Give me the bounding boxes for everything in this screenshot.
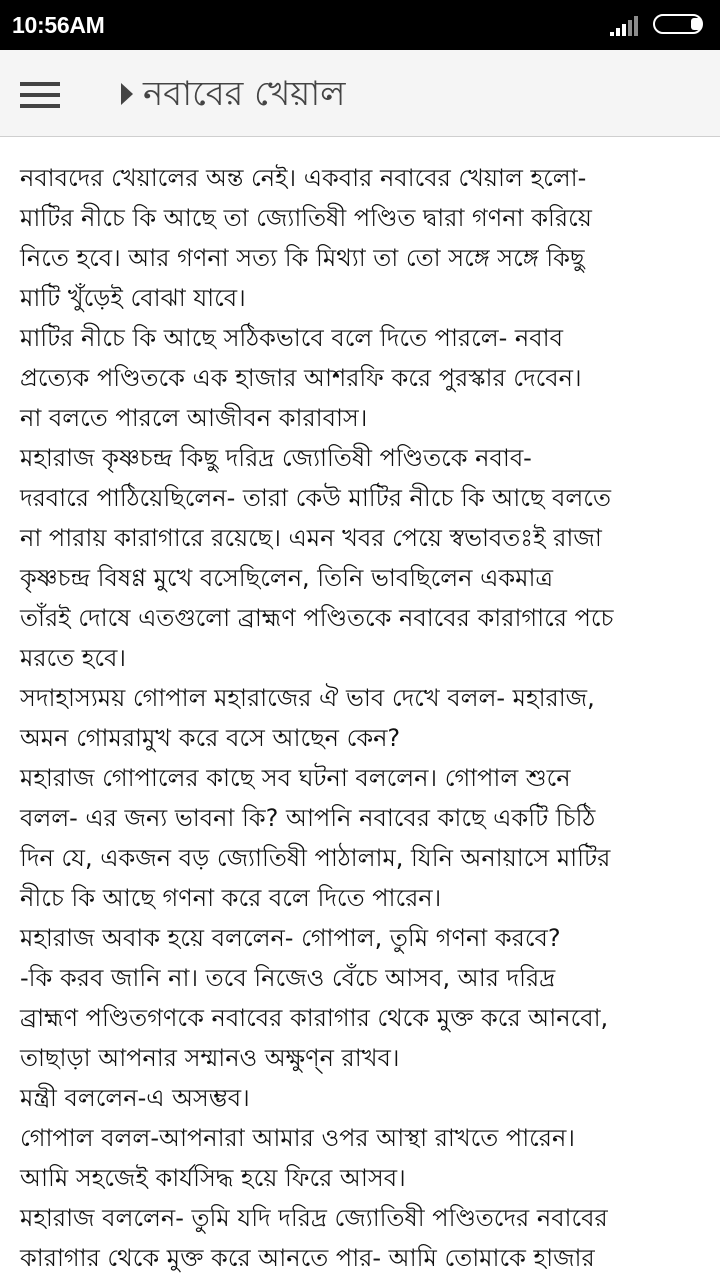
story-line: মহারাজ বললেন- তুমি যদি দরিদ্র জ্যোতিষী পণ্ডিতদের নবাবের: [20, 1204, 608, 1232]
story-line: প্রত্যেক পণ্ডিতকে এক হাজার আশরফি করে পুরস্কার দেবেন।: [20, 364, 582, 392]
story-line: তাছাড়া আপনার সম্মানও অক্ষুণ্ন রাখব।: [20, 1044, 400, 1072]
caret-right-icon: [121, 83, 133, 105]
story-line: মাটি খুঁড়েই বোঝা যাবে।: [20, 284, 246, 312]
story-line: মহারাজ অবাক হয়ে বললেন- গোপাল, তুমি গণনা করবে?: [20, 924, 561, 952]
hamburger-menu-icon[interactable]: [20, 82, 60, 108]
story-line: মহারাজ গোপালের কাছে সব ঘটনা বললেন। গোপাল শুনে: [20, 764, 571, 792]
story-line: তাঁরই দোষে এতগুলো ব্রাহ্মণ পণ্ডিতকে নবাবের কারাগারে পচে: [20, 604, 614, 632]
story-line: ব্রাহ্মণ পণ্ডিতগণকে নবাবের কারাগার থেকে মুক্ত করে আনবো,: [20, 1004, 609, 1032]
story-line: বলল- এর জন্য ভাবনা কি? আপনি নবাবের কাছে একটি চিঠি: [20, 804, 596, 832]
page-title: নবাবের খেয়াল: [143, 74, 346, 114]
battery-icon: [653, 14, 707, 36]
story-line: মাটির নীচে কি আছে তা জ্যোতিষী পণ্ডিত দ্বারা গণনা করিয়ে: [20, 204, 592, 232]
story-line: মন্ত্রী বললেন-এ অসম্ভব।: [20, 1084, 250, 1112]
story-line: মরতে হবে।: [20, 644, 127, 672]
story-line: আমি সহজেই কার্যসিদ্ধ হয়ে ফিরে আসব।: [20, 1164, 406, 1192]
status-time: 10:56AM: [12, 12, 105, 38]
story-line: নিতে হবে। আর গণনা সত্য কি মিথ্যা তা তো সঙ্গে সঙ্গে কিছু: [20, 244, 585, 272]
story-line: না বলতে পারলে আজীবন কারাবাস।: [20, 404, 368, 432]
story-line: মাটির নীচে কি আছে সঠিকভাবে বলে দিতে পারলে- নবাব: [20, 324, 563, 352]
story-line: -কি করব জানি না। তবে নিজেও বেঁচে আসব, আর দরিদ্র: [20, 964, 556, 992]
story-line: অমন গোমরামুখ করে বসে আছেন কেন?: [20, 724, 401, 752]
story-line: কৃষ্ণচন্দ্র বিষণ্ণ মুখে বসেছিলেন, তিনি ভাবছিলেন একমাত্র: [20, 564, 554, 592]
story-line: দরবারে পাঠিয়েছিলেন- তারা কেউ মাটির নীচে কি আছে বলতে: [20, 484, 611, 512]
story-content[interactable]: [20, 158, 710, 1278]
app-bar: [0, 50, 720, 137]
status-bar: [0, 0, 720, 50]
story-line: না পারায় কারাগারে রয়েছে। এমন খবর পেয়ে স্বভাবতঃই রাজা: [20, 524, 602, 552]
signal-strength-icon: [610, 14, 644, 36]
story-line: মহারাজ কৃষ্ণচন্দ্র কিছু দরিদ্র জ্যোতিষী পণ্ডিতকে নবাব-: [20, 444, 532, 472]
story-line: সদাহাস্যময় গোপাল মহারাজের ঐ ভাব দেখে বলল- মহারাজ,: [20, 684, 595, 712]
story-line: নীচে কি আছে গণনা করে বলে দিতে পারেন।: [20, 884, 442, 912]
story-line: দিন যে, একজন বড় জ্যোতিষী পাঠালাম, যিনি অনায়াসে মাটির: [20, 844, 611, 872]
story-line: নবাবদের খেয়ালের অন্ত নেই। একবার নবাবের খেয়াল হলো-: [20, 164, 587, 192]
story-line: কারাগার থেকে মুক্ত করে আনতে পার- আমি তোমাকে হাজার: [20, 1244, 595, 1272]
story-line: গোপাল বলল-আপনারা আমার ওপর আস্থা রাখতে পারেন।: [20, 1124, 575, 1152]
